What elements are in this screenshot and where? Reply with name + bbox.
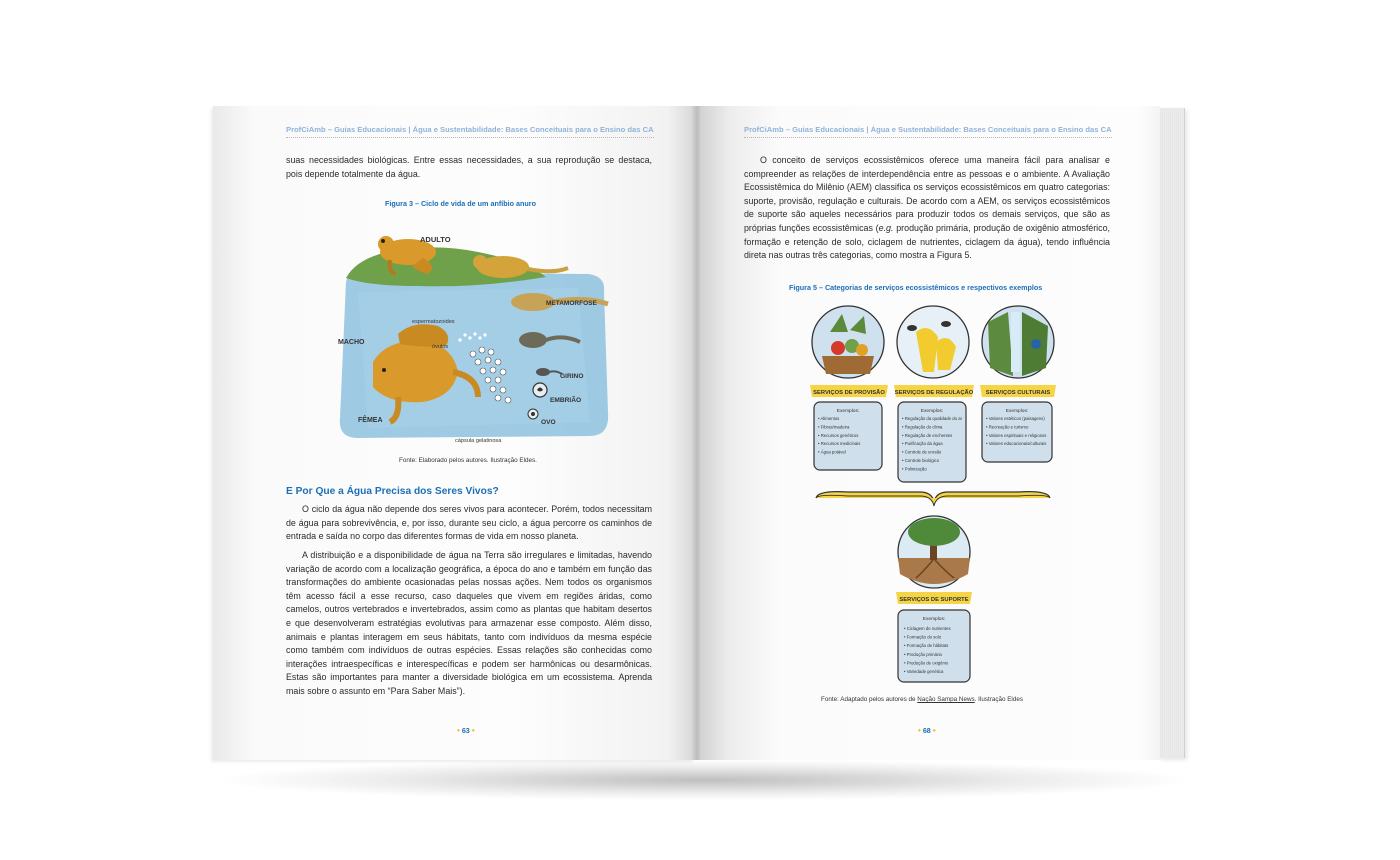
support-example-item: • Ciclagem de nutrientes — [904, 626, 951, 631]
cultural-examples-label: Exemplos: — [1005, 409, 1029, 414]
page-number-right: • 68 • — [918, 726, 936, 735]
service-example-item: • Polinização — [902, 466, 927, 472]
label-ovo: OVO — [541, 419, 556, 426]
running-header-right: ProfCiAmb – Guias Educacionais | Água e Sustentabilidade: Bases Conceituais para o Ensino das CA — [744, 125, 1112, 134]
label-embriao: EMBRIÃO — [550, 397, 582, 404]
paragraph-2: A distribuição e a disponibilidade de água na Terra são irregulares e limitadas, havendo variação de acordo com a localização geográfica, a época do ano e também em função das transformações do ambiente ocasionadas pelas nossas ações. Nem todos os organismos têm acesso fácil a esse recurso, caso daqueles que vivem em regiões áridas, como camelos, outros vertebrados e invertebrados, assim como as plantas que habitam desertos e que desenvolveram estratégias evolutivas para armazenar esse composto. Além disso, animais e plantas interagem em seus hábitats, tanto com indivíduos da mesma espécie como também com indivíduos de outras espécies. Essas relações são conhecidas como interações intraespecíficas e interespecíficas e podem ser harmônicas ou desarmônicas. Estas são importantes para manter a diversidade biológica em um ecossistema. Aprenda mais sobre o assunto em “Para Saber Mais”). — [286, 550, 652, 696]
ecosystem-services-diagram — [808, 302, 1058, 694]
service-example-item: • Controle de erosão — [902, 449, 942, 455]
figure-5-source: Fonte: Adaptado pelos autores de Nação Sampa News. Ilustração Eldes — [821, 696, 1023, 703]
right-page — [700, 106, 1160, 760]
left-page — [213, 106, 695, 760]
label-espermatozoides: espermatozoides — [412, 319, 455, 325]
regulation-examples-label: Exemplos: — [920, 409, 944, 414]
service-example-item: • Regulação de enchentes — [902, 432, 953, 438]
support-example-item: • Formação de hábitats — [904, 643, 949, 649]
section-heading: E Por Que a Água Precisa dos Seres Vivos? — [286, 486, 499, 497]
header-rule-right — [744, 137, 1112, 138]
service-example-item: • Recreação e turismo — [986, 424, 1029, 430]
figure-3-source: Fonte: Elaborado pelos autores. Ilustração Eldes. — [399, 457, 537, 464]
label-capsula-gelatinosa: cápsula gelatinosa — [455, 438, 502, 444]
figure-3-caption: Figura 3 – Ciclo de vida de um anfíbio anuro — [385, 199, 536, 208]
label-girino: GIRINO — [560, 373, 584, 380]
book-shadow — [225, 760, 1185, 800]
service-example-item: • Recursos medicinais — [818, 441, 861, 447]
figure-5-source-link[interactable]: Nação Sampa News — [917, 696, 975, 703]
cultural-title: SERVIÇOS CULTURAIS — [985, 390, 1051, 396]
service-example-item: • Valores estéticos (paisagens) — [986, 416, 1045, 421]
label-macho: MACHO — [338, 339, 365, 346]
service-example-item: • Valores educacionais/culturais — [986, 441, 1047, 447]
service-example-item: • Recursos genéticos — [818, 432, 859, 438]
service-example-item: • Alimentos — [818, 416, 840, 421]
running-header: ProfCiAmb – Guias Educacionais | Água e Sustentabilidade: Bases Conceituais para o Ensino das CA — [286, 125, 654, 134]
amphibian-life-cycle-illustration — [328, 222, 613, 444]
label-femea: FÊMEA — [358, 417, 383, 424]
label-metamorfose: METAMORFOSE — [546, 300, 597, 307]
intro-paragraph: suas necessidades biológicas. Entre essas necessidades, a sua reprodução se destaca, pois depende totalmente da água. — [286, 155, 652, 179]
right-paragraph-1: O conceito de serviços ecossistêmicos oferece uma maneira fácil para analisar e compreender as relações de interdependência entre as pessoas e o ambiente. A Avaliação Ecossistêmica do Milênio (AEM) classifica os serviços ecossistêmicos em quatro categorias: suporte, provisão, regulação e culturais. De acordo com a AEM, os serviços ecossistêmicos de suporte são aqueles necessários para produzir todos os demais serviços, que são as próprias funções ecossistêmicas (e.g. produção primária, produção de oxigênio atmosférico, formação e retenção de solo, ciclagem de nutrientes, ciclagem da água), tendo influência direta nas outras três categorias, como mostra a Figura 5. — [744, 155, 1110, 261]
support-examples-label: Exemplos: — [922, 617, 946, 622]
support-example-item: • Variedade genética — [904, 669, 944, 674]
support-example-item: • Produção primária — [904, 651, 942, 657]
support-title: SERVIÇOS DE SUPORTE — [899, 597, 969, 603]
service-example-item: • Regulação da qualidade do ar — [902, 416, 963, 421]
label-adulto: ADULTO — [420, 235, 451, 244]
service-example-item: • Purificação da água — [902, 441, 943, 447]
provision-title: SERVIÇOS DE PROVISÃO — [813, 390, 885, 396]
support-example-item: • Formação do solo — [904, 634, 942, 640]
service-example-item: • Controle biológico — [902, 458, 940, 463]
service-example-item: • Fibras/madeira — [818, 424, 850, 430]
page-number-left: • 63 • — [457, 726, 475, 735]
label-ovulos: óvulos — [432, 344, 449, 350]
header-rule — [286, 137, 654, 138]
support-example-item: • Produção de oxigênio — [904, 660, 949, 666]
page-edges — [1158, 108, 1185, 758]
service-example-item: • Água potável — [818, 449, 846, 455]
regulation-title: SERVIÇOS DE REGULAÇÃO — [894, 390, 974, 396]
service-example-item: • Regulação do clima — [902, 424, 943, 430]
provision-examples-label: Exemplos: — [836, 409, 860, 414]
paragraph-1: O ciclo da água não depende dos seres vivos para acontecer. Porém, todos necessitam de água para sobrevivência, e, por isso, durante seu ciclo, a água percorre os caminhos de entrada e saída no corpo das diferentes formas de vida em nosso planeta. — [286, 504, 652, 542]
figure-5-caption: Figura 5 – Categorias de serviços ecossistêmicos e respectivos exemplos — [789, 283, 1043, 292]
service-example-item: • Valores espirituais e religiosos — [986, 432, 1047, 438]
